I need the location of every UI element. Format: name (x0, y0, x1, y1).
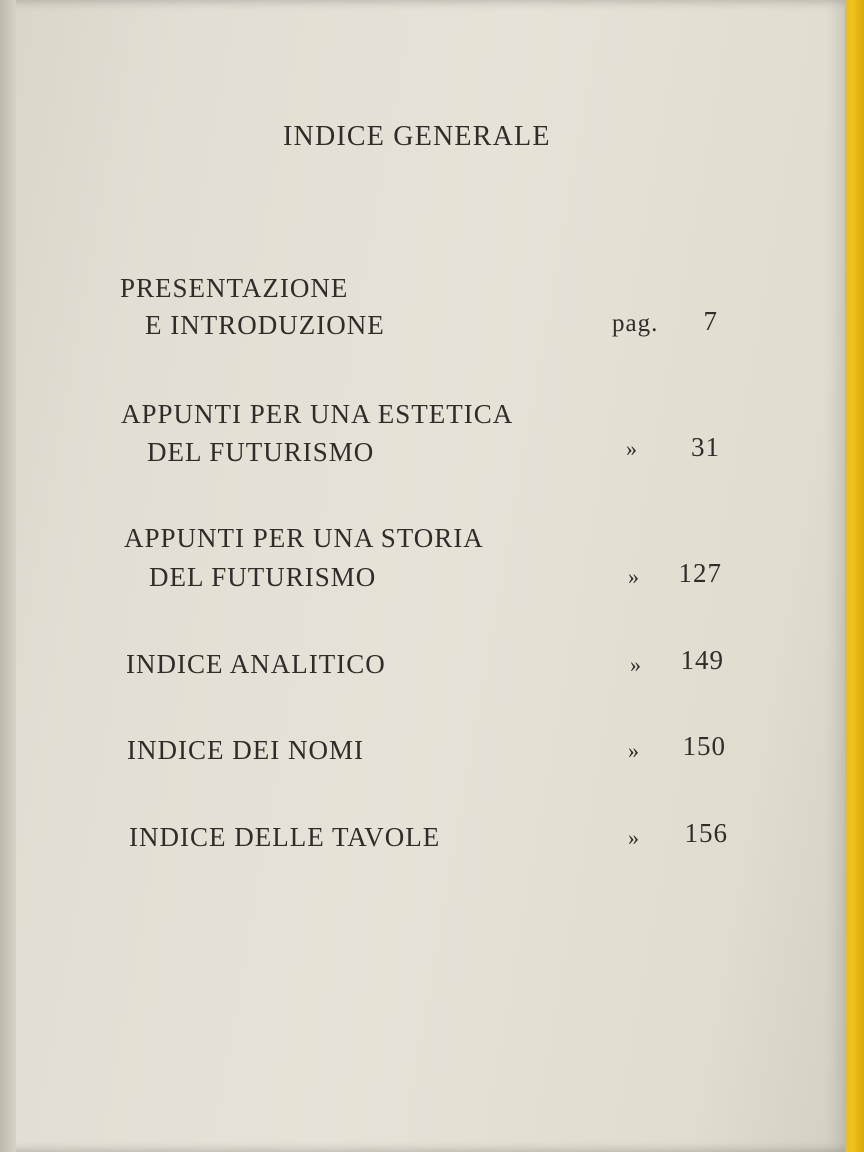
toc-entry-marker: » (626, 436, 638, 461)
toc-entry-marker: pag. (612, 310, 659, 337)
toc-entry-title-line: INDICE ANALITICO (126, 649, 386, 679)
toc-entry-title-line: APPUNTI PER UNA STORIA (124, 523, 484, 553)
toc-entry-page: 156 (684, 818, 728, 848)
toc-entry-title-line: PRESENTAZIONE (120, 273, 349, 303)
toc-entry-marker: » (630, 652, 642, 677)
toc-entry-title-line: DEL FUTURISMO (147, 437, 375, 467)
toc-entry-title-line: E INTRODUZIONE (145, 310, 385, 340)
toc-entry-page: 7 (703, 306, 718, 336)
toc-entry-page: 127 (678, 558, 722, 588)
toc-entry-marker: » (628, 564, 640, 589)
toc-entry-title-line: INDICE DELLE TAVOLE (129, 822, 441, 852)
toc-entry-marker: » (628, 738, 640, 763)
toc-entry-page: 31 (691, 432, 720, 462)
toc-entry-marker: » (628, 825, 640, 850)
page-title: INDICE GENERALE (283, 121, 551, 152)
toc-entry-title-line: APPUNTI PER UNA ESTETICA (121, 399, 514, 429)
toc-entry-page: 149 (680, 645, 724, 675)
toc-entry-page: 150 (682, 731, 726, 761)
toc-entry-title-line: INDICE DEI NOMI (127, 735, 364, 765)
page-fold-shadow (0, 0, 16, 1152)
toc-entry-title-line: DEL FUTURISMO (149, 562, 377, 592)
